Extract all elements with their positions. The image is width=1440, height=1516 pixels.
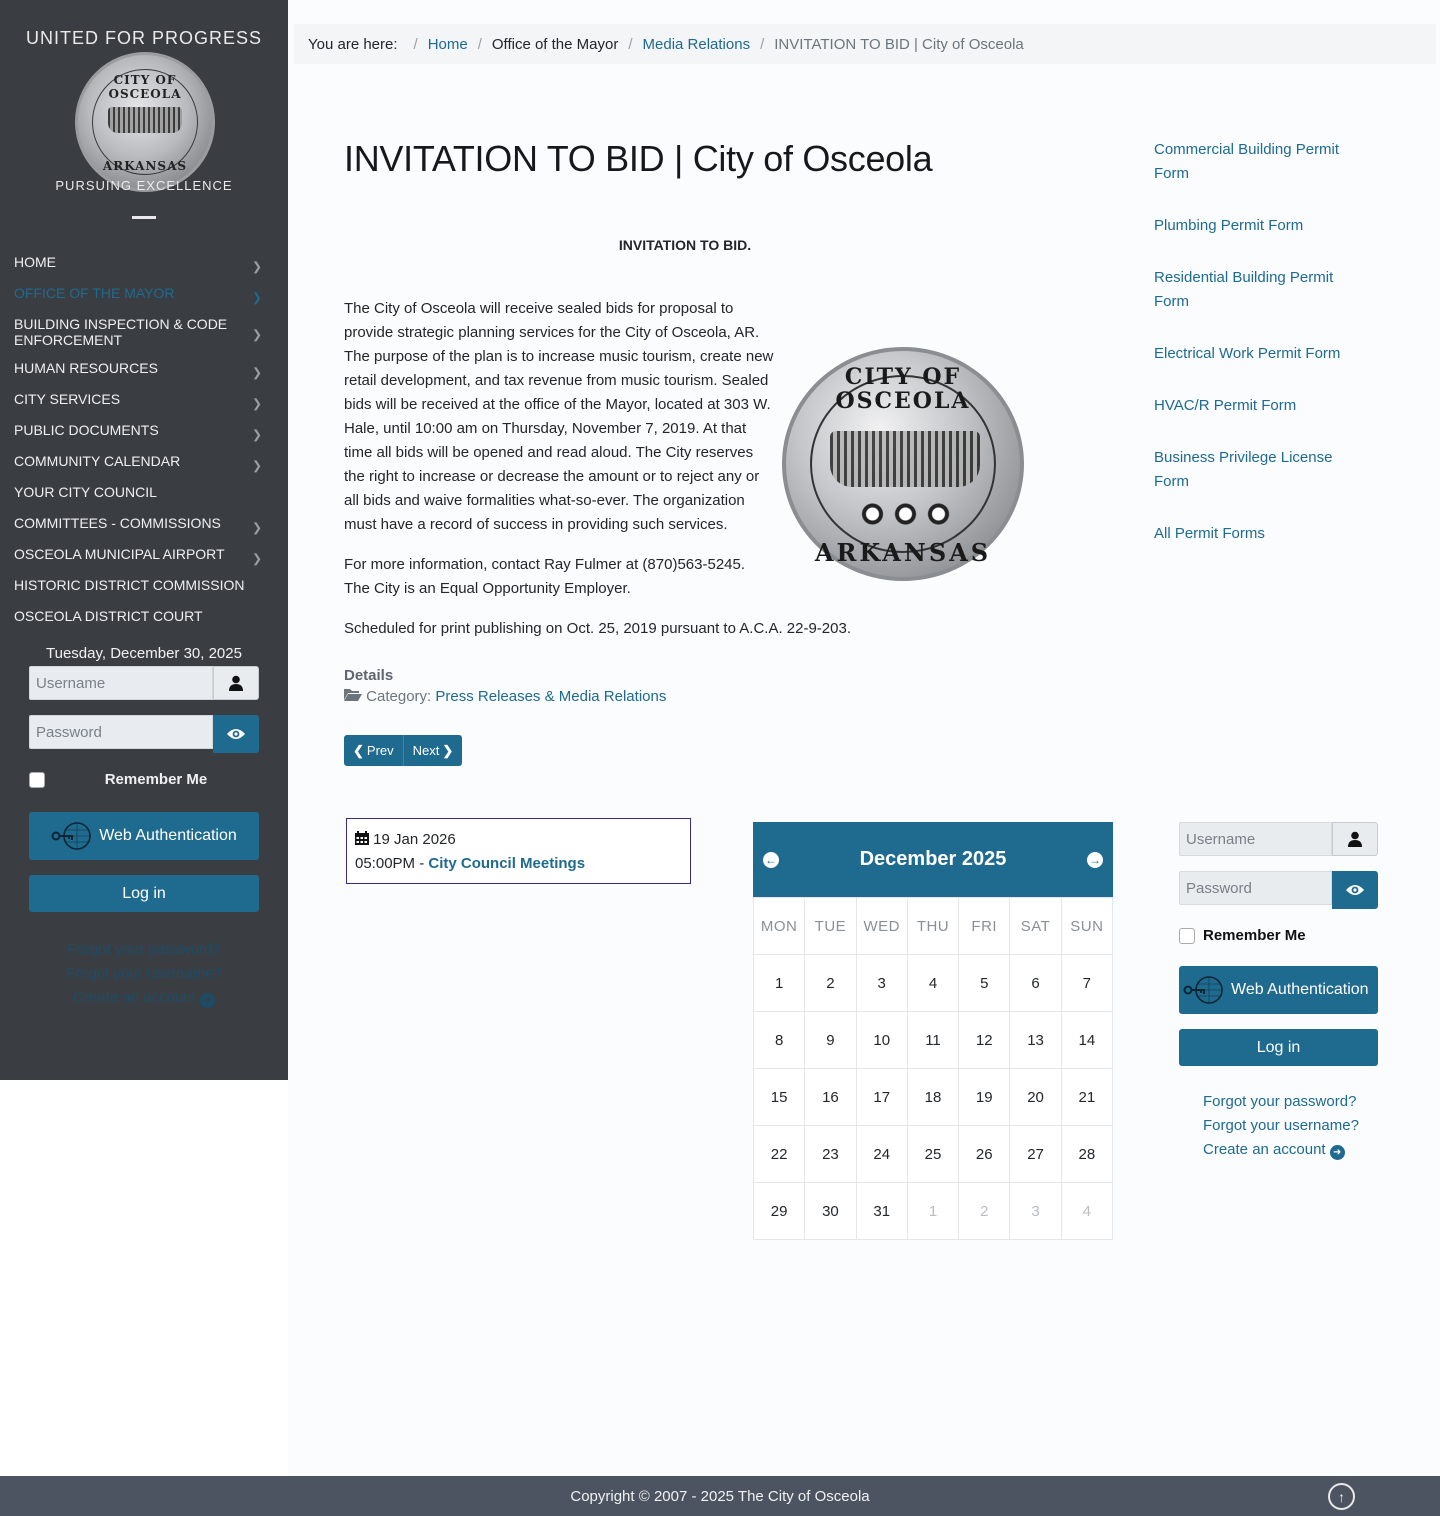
nav-item-building-inspection[interactable]: BUILDING INSPECTION & CODE ENFORCEMENT ❯ — [14, 316, 262, 348]
article-details — [344, 667, 666, 705]
show-password-button[interactable] — [213, 715, 259, 753]
nav-item-office-of-the-mayor[interactable]: OFFICE OF THE MAYOR ❯ — [14, 285, 262, 304]
arrow-circle-right-icon: ➜ — [200, 993, 215, 1008]
upcoming-event — [346, 818, 691, 884]
breadcrumb-current: INVITATION TO BID | City of Osceola — [774, 35, 1024, 53]
calendar-day-other-month[interactable]: 3 — [1010, 1183, 1061, 1240]
folder-open-icon — [344, 688, 366, 705]
menu-toggle-dash — [132, 216, 156, 219]
calendar-day[interactable]: 27 — [1010, 1126, 1061, 1183]
eye-icon — [226, 727, 246, 741]
create-account-link[interactable]: Create an account ➜ — [1203, 1138, 1378, 1162]
calendar-day[interactable]: 1 — [754, 955, 805, 1012]
weekday-header: MON — [754, 898, 805, 955]
breadcrumb-home[interactable]: Home — [427, 35, 468, 53]
category-link[interactable]: Press Releases & Media Relations — [435, 688, 667, 705]
password-group — [1179, 871, 1378, 905]
sidebar-login-form — [0, 666, 288, 1010]
hvac-permit-link[interactable]: HVAC/R Permit Form — [1154, 397, 1297, 414]
article-body — [344, 297, 1024, 657]
right-login-form — [1179, 822, 1378, 1162]
passkey-icon — [1183, 975, 1225, 1005]
footer — [0, 1476, 1440, 1516]
user-icon — [213, 666, 259, 700]
calendar-day[interactable]: 14 — [1061, 1012, 1112, 1069]
calendar-day[interactable]: 5 — [959, 955, 1010, 1012]
nav-item-city-services[interactable]: CITY SERVICES ❯ — [14, 391, 262, 410]
next-month-icon[interactable]: → — [1089, 852, 1101, 867]
eye-icon — [1345, 883, 1365, 897]
calendar-day[interactable]: 6 — [1010, 955, 1061, 1012]
calendar-day[interactable]: 17 — [856, 1069, 907, 1126]
calendar-day[interactable]: 2 — [805, 955, 856, 1012]
breadcrumb-separator: / — [760, 35, 765, 53]
calendar-day-other-month[interactable]: 1 — [907, 1183, 958, 1240]
calendar-day[interactable]: 18 — [907, 1069, 958, 1126]
weekday-header: THU — [907, 898, 958, 955]
nav-item-public-documents[interactable]: PUBLIC DOCUMENTS ❯ — [14, 422, 262, 441]
calendar-day[interactable]: 15 — [754, 1069, 805, 1126]
calendar-day-other-month[interactable]: 2 — [959, 1183, 1010, 1240]
breadcrumb-separator: / — [628, 35, 633, 53]
calendar-day[interactable]: 10 — [856, 1012, 907, 1069]
article-category: Category: Press Releases & Media Relations — [344, 688, 666, 705]
current-date: Tuesday, December 30, 2025 — [46, 645, 242, 662]
calendar-day[interactable]: 21 — [1061, 1069, 1112, 1126]
article-paragraph: For more information, contact Ray Fulmer at (870)563-5245. The City is an Equal Opportunity Employer. — [344, 556, 746, 597]
weekday-header: SAT — [1010, 898, 1061, 955]
calendar-day[interactable]: 3 — [856, 955, 907, 1012]
forgot-username-link[interactable]: Forgot your username? — [66, 965, 222, 982]
password-group — [29, 715, 259, 749]
calendar-day[interactable]: 22 — [754, 1126, 805, 1183]
create-account-link[interactable]: Create an account ➜ — [29, 986, 259, 1010]
logo-motto-bottom: PURSUING EXCELLENCE — [55, 178, 233, 193]
chevron-right-icon: ❯ — [442, 742, 454, 758]
event-time-row — [355, 852, 682, 876]
account-links — [1179, 1090, 1378, 1162]
calendar-day[interactable]: 12 — [959, 1012, 1010, 1069]
article-pager — [344, 735, 462, 766]
calendar-day[interactable]: 4 — [907, 955, 958, 1012]
log-in-button[interactable]: Log in — [29, 875, 259, 912]
breadcrumb-separator: / — [477, 35, 482, 53]
weekday-header: WED — [856, 898, 907, 955]
remember-me[interactable]: Remember Me — [29, 771, 259, 788]
chevron-right-icon: ❯ — [251, 519, 262, 534]
city-logo[interactable] — [0, 0, 288, 230]
forgot-username-link[interactable]: Forgot your username? — [1203, 1117, 1359, 1134]
business-privilege-license-link[interactable]: Business Privilege License Form — [1154, 449, 1333, 490]
nav-item-historic-district-commission[interactable]: HISTORIC DISTRICT COMMISSION — [14, 577, 245, 593]
calendar-day[interactable]: 31 — [856, 1183, 907, 1240]
plumbing-permit-link[interactable]: Plumbing Permit Form — [1154, 217, 1304, 234]
weekday-header: SUN — [1061, 898, 1112, 955]
sidebar — [0, 0, 288, 1080]
article-paragraph: Scheduled for print publishing on Oct. 25, 2019 pursuant to A.C.A. 22-9-203. — [344, 620, 851, 637]
remember-me-checkbox[interactable] — [1179, 928, 1195, 944]
event-time: 05:00PM - — [355, 855, 425, 872]
calendar-grid — [753, 897, 1113, 1240]
breadcrumb-office-of-the-mayor: Office of the Mayor — [491, 35, 619, 53]
calendar-week-row — [754, 1012, 1113, 1069]
calendar-day[interactable]: 28 — [1061, 1126, 1112, 1183]
calendar-day[interactable]: 16 — [805, 1069, 856, 1126]
all-permit-forms-link[interactable]: All Permit Forms — [1154, 525, 1265, 542]
logo-motto-top: UNITED FOR PROGRESS — [25, 28, 263, 48]
username-input[interactable] — [29, 666, 213, 700]
arrow-circle-right-icon: ➜ — [1330, 1145, 1345, 1160]
user-icon — [1332, 822, 1378, 856]
calendar-day-other-month[interactable]: 4 — [1061, 1183, 1112, 1240]
calendar-day[interactable]: 8 — [754, 1012, 805, 1069]
main-nav — [0, 248, 288, 633]
forgot-password-link[interactable]: Forgot your password? — [67, 941, 221, 958]
username-group — [1179, 822, 1378, 856]
chevron-right-icon: ❯ — [251, 364, 262, 379]
chevron-right-icon: ❯ — [251, 289, 262, 304]
calendar-day[interactable]: 29 — [754, 1183, 805, 1240]
web-authentication-button[interactable]: Web Authentication — [1179, 966, 1378, 1014]
mini-calendar — [753, 822, 1113, 1240]
calendar-day[interactable]: 24 — [856, 1126, 907, 1183]
calendar-day[interactable]: 19 — [959, 1069, 1010, 1126]
calendar-day[interactable]: 23 — [805, 1126, 856, 1183]
calendar-day[interactable]: 20 — [1010, 1069, 1061, 1126]
calendar-day[interactable]: 13 — [1010, 1012, 1061, 1069]
remember-me-checkbox[interactable] — [29, 772, 45, 788]
calendar-header — [753, 822, 1113, 897]
chevron-right-icon: ❯ — [251, 327, 262, 342]
article-seal-image: CITY OF OSCEOLA ARKANSAS — [782, 347, 1024, 581]
prev-button[interactable]: ❮ Prev — [344, 735, 404, 766]
back-to-top-icon[interactable]: ↑ — [1328, 1483, 1355, 1510]
username-group — [29, 666, 259, 700]
calendar-week-row — [754, 1069, 1113, 1126]
calendar-day[interactable]: 7 — [1061, 955, 1112, 1012]
calendar-day[interactable]: 26 — [959, 1126, 1010, 1183]
nav-item-community-calendar[interactable]: COMMUNITY CALENDAR ❯ — [14, 453, 262, 472]
calendar-day[interactable]: 11 — [907, 1012, 958, 1069]
calendar-week-row — [754, 955, 1113, 1012]
weekday-header: TUE — [805, 898, 856, 955]
calendar-icon — [355, 831, 373, 848]
chevron-right-icon: ❯ — [251, 457, 262, 472]
event-title-link[interactable]: City Council Meetings — [428, 855, 586, 872]
copyright-text: Copyright © 2007 - 2025 The City of Osceola — [570, 1487, 870, 1505]
password-input[interactable] — [29, 715, 213, 749]
page-title: INVITATION TO BID | City of Osceola — [344, 138, 933, 179]
chevron-right-icon: ❯ — [251, 426, 262, 441]
nav-item-municipal-airport[interactable]: OSCEOLA MUNICIPAL AIRPORT ❯ — [14, 546, 262, 565]
permit-forms-menu — [1154, 138, 1344, 574]
calendar-day[interactable]: 25 — [907, 1126, 958, 1183]
commercial-building-permit-link[interactable]: Commercial Building Permit Form — [1154, 141, 1340, 182]
nav-item-your-city-council[interactable]: YOUR CITY COUNCIL — [14, 484, 157, 500]
calendar-day[interactable]: 9 — [805, 1012, 856, 1069]
chevron-right-icon: ❯ — [251, 550, 262, 565]
breadcrumb — [294, 24, 1436, 64]
breadcrumb-media-relations[interactable]: Media Relations — [642, 35, 751, 53]
calendar-day[interactable]: 30 — [805, 1183, 856, 1240]
nav-item-human-resources[interactable]: HUMAN RESOURCES ❯ — [14, 360, 262, 379]
residential-building-permit-link[interactable]: Residential Building Permit Form — [1154, 269, 1334, 310]
web-authentication-button[interactable]: Web Authentication — [29, 812, 259, 860]
chevron-left-icon: ❮ — [353, 742, 364, 758]
electrical-work-permit-link[interactable]: Electrical Work Permit Form — [1154, 345, 1341, 362]
nav-item-home[interactable]: HOME ❯ — [14, 254, 262, 273]
chevron-right-icon: ❯ — [251, 395, 262, 410]
show-password-button[interactable] — [1332, 871, 1378, 909]
nav-item-committees-commissions[interactable]: COMMITTEES - COMMISSIONS ❯ — [14, 515, 262, 534]
breadcrumb-prefix: You are here: — [308, 35, 398, 53]
event-date-row — [355, 828, 682, 852]
next-button[interactable]: Next ❯ — [404, 735, 463, 766]
weekday-header: FRI — [959, 898, 1010, 955]
passkey-icon — [51, 821, 93, 851]
city-seal-icon: CITY OF OSCEOLA ARKANSAS — [75, 52, 215, 192]
chevron-right-icon: ❯ — [251, 258, 262, 273]
details-label: Details — [344, 667, 394, 684]
username-input[interactable] — [1179, 822, 1332, 856]
article-paragraph: CITY OF OSCEOLA ARKANSAS The City of Osceola will receive sealed bids for proposal to provide strategic planning services for the City of Osceola, AR. The purpose of the plan is to increase music tourism, create new retail development, and tax revenue from music tourism. Sealed bids will be received at the office of the Mayor, located at 303 W. Hale, until 10:00 am on Thursday, November 7, 2019. At that time all bids will be opened and read aloud. The City reserves the right to increase or decrease the amount or to reject any or all bids and waive formalities what-so-ever. The organization must have a record of success in providing such services. — [344, 297, 1024, 537]
account-links — [29, 938, 259, 1010]
previous-month-icon[interactable]: ← — [765, 852, 777, 867]
event-date: 19 Jan 2026 — [373, 831, 456, 848]
password-input[interactable] — [1179, 871, 1332, 905]
remember-me[interactable]: Remember Me — [1179, 927, 1378, 944]
calendar-month: December 2025 — [859, 848, 1007, 870]
calendar-week-row — [754, 1183, 1113, 1240]
nav-item-district-court[interactable]: OSCEOLA DISTRICT COURT — [14, 608, 203, 624]
forgot-password-link[interactable]: Forgot your password? — [1203, 1093, 1357, 1110]
calendar-week-row — [754, 1126, 1113, 1183]
article-subheading: INVITATION TO BID. — [618, 237, 752, 253]
log-in-button[interactable]: Log in — [1179, 1029, 1378, 1066]
breadcrumb-separator: / — [413, 35, 418, 53]
